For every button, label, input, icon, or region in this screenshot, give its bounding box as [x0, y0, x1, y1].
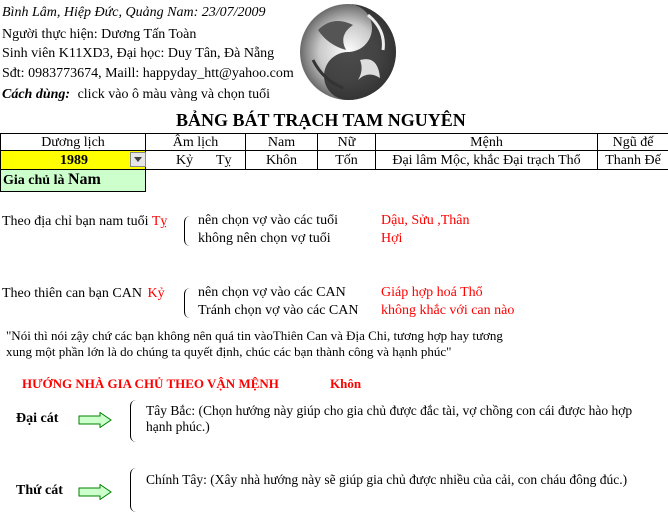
- gia-chu-cell: [0, 170, 146, 192]
- header-nu: Nữ: [318, 133, 376, 151]
- nam-value: Khôn: [246, 151, 318, 170]
- dia-chi-good-label: nên chọn vợ vào các tuổi: [198, 213, 338, 228]
- dai-cat-label: Đại cát: [16, 411, 59, 426]
- header-nam: Nam: [246, 133, 318, 151]
- ngu-de-value: Thanh Đế: [598, 151, 668, 170]
- author-line: Người thực hiện: Dương Tấn Toàn: [2, 27, 197, 42]
- brace-thu-cat: [130, 468, 141, 512]
- quote-line-2: xung một phần lớn là do chúng ta quyết định, chúc các bạn thành công và hạnh phúc": [6, 344, 452, 359]
- thien-can-bad-value: không khắc với can nào: [381, 303, 515, 318]
- contact-line: Sđt: 0983773674, Maill: happyday_htt@yahoo.com: [2, 66, 294, 81]
- thu-cat-label: Thứ cát: [16, 483, 63, 498]
- usage-line: [2, 87, 270, 103]
- thien-can-value: Kỷ: [147, 286, 165, 301]
- dropdown-button[interactable]: [130, 152, 146, 167]
- brace-dai-cat: [130, 400, 141, 442]
- nu-value: Tốn: [318, 151, 376, 170]
- dia-chi-bad-label: không nên chọn vợ tuổi: [198, 231, 331, 246]
- can-value: Kỷ: [176, 153, 194, 168]
- brace-dia-chi: [184, 216, 195, 246]
- gia-chu-value: Nam: [67, 171, 101, 188]
- dai-cat-line-2: hạnh phúc.): [146, 419, 210, 434]
- student-line: Sinh viên K11XD3, Đại học: Duy Tân, Đà Nẵng: [2, 46, 275, 61]
- header-duong-lich: Dương lịch: [0, 133, 146, 151]
- thien-can-good-label: nên chọn vợ vào các CAN: [198, 285, 346, 300]
- usage-text: click vào ô màu vàng và chọn tuổi: [77, 87, 271, 102]
- chevron-down-icon: [134, 157, 142, 162]
- arrow-right-icon: [78, 412, 112, 428]
- dragon-logo: [298, 0, 398, 112]
- dia-chi-prefix: Theo địa chỉ bạn nam tuổi: [2, 214, 149, 229]
- arrow-right-icon: [78, 484, 112, 500]
- brace-thien-can: [184, 288, 195, 318]
- thien-can-prefix: Theo thiên can bạn CAN: [2, 286, 142, 301]
- header-menh: Mệnh: [376, 133, 598, 151]
- thien-can-bad-label: Tránh chọn vợ vào các CAN: [198, 303, 359, 318]
- dia-chi-line: [2, 214, 167, 230]
- gia-chu-label: Gia chủ là: [3, 173, 65, 188]
- header-ngu-de: Ngũ đế: [598, 133, 668, 151]
- thu-cat-line-1: Chính Tây: (Xây nhà hướng này sẽ giúp gia chủ được nhiều của cải, con cháu đông đúc.): [146, 472, 628, 487]
- dia-chi-bad-value: Hợi: [381, 231, 403, 246]
- huong-nha-heading: HƯỚNG NHÀ GIA CHỦ THEO VẬN MỆNH: [22, 376, 279, 391]
- dia-chi-good-value: Dậu, Sửu ,Thân: [381, 213, 470, 228]
- year-value: 1989: [60, 153, 88, 168]
- dai-cat-line-1: Tây Bắc: (Chọn hướng này giúp cho gia chủ được đắc tài, vợ chồng con cái được hào hợp: [146, 403, 633, 418]
- menh-value: Đại lâm Mộc, khắc Đại trạch Thổ: [376, 151, 598, 170]
- thien-can-good-value: Giáp hợp hoá Thổ: [381, 285, 483, 300]
- year-select[interactable]: [0, 151, 146, 170]
- chi-value: Tỵ: [216, 153, 232, 168]
- thien-can-line: [2, 286, 165, 302]
- dia-chi-tuoi: Tỵ: [151, 214, 168, 229]
- page-title: BẢNG BÁT TRẠCH TAM NGUYÊN: [176, 110, 466, 130]
- huong-nha-menh: Khôn: [330, 376, 362, 391]
- header-am-lich: Âm lịch: [146, 133, 246, 151]
- am-lich-cell: [146, 151, 246, 170]
- usage-label: Cách dùng:: [2, 87, 71, 102]
- quote-line-1: "Nói thì nói zậy chứ các bạn không nên quá tin vàoThiên Can và Địa Chi, tương hợp hay tương: [6, 328, 503, 343]
- location-date: Bình Lâm, Hiệp Đức, Quảng Nam: 23/07/2009: [2, 5, 266, 20]
